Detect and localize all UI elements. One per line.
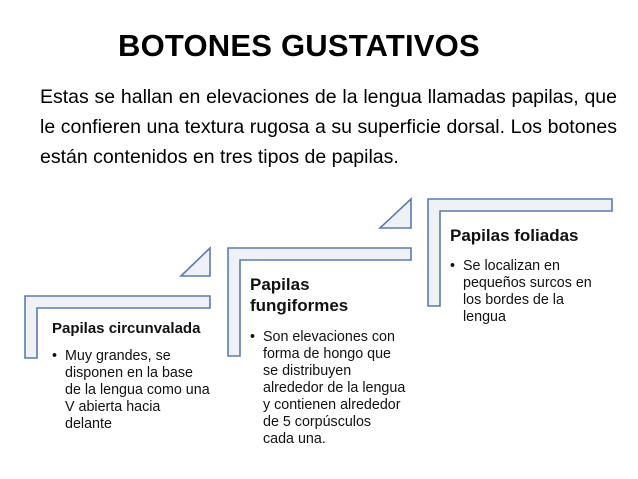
slide-title: BOTONES GUSTATIVOS	[118, 28, 480, 63]
card-1-title: Papilas circunvalada	[52, 320, 201, 337]
card-2-title-line-2: fungiformes	[250, 296, 349, 315]
card-2-bullet: • Son elevaciones con forma de hongo que se distribuyen alrededor de la lengua y contienen alrededor de 5 corpúsculos cada una.	[250, 329, 406, 448]
card-3-title: Papilas foliadas	[450, 226, 579, 245]
intro-paragraph: Estas se hallan en elevaciones de la lengua llamadas papilas, que le confieren una textura rugosa a su superficie dorsal. Los botones están contenidos en tres tipos de papilas.	[40, 86, 617, 168]
card-1-bullet: • Muy grandes, se disponen en la base de la lengua como una V abierta hacia delante	[52, 348, 210, 433]
card-2-title-line-1: Papilas	[250, 275, 310, 294]
step-2-corner-triangle	[380, 199, 411, 228]
card-3-list	[450, 258, 600, 326]
step-1-corner-triangle	[181, 248, 210, 276]
card-2-title	[250, 274, 348, 316]
card-2-list	[250, 329, 406, 448]
card-3-bullet: • Se localizan en pequeños surcos en los bordes de la lengua	[450, 258, 600, 326]
card-1-list	[52, 348, 210, 433]
